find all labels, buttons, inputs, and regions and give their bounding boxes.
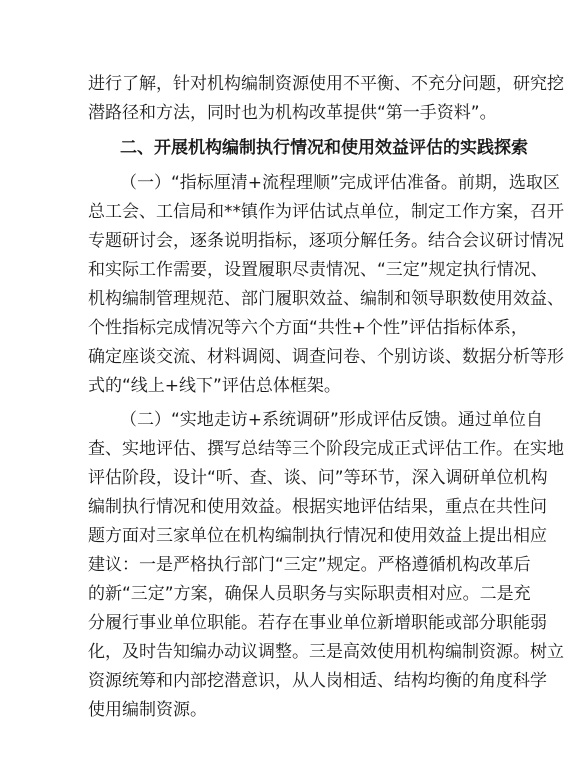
subsection2-line-6: 建议：一是严格执行部门“三定”规定。严格遵循机构改革后 (88, 555, 531, 575)
subsection1-line-1: （一）“指标厘清+流程理顺”完成评估准备。前期，选取区 (120, 173, 560, 193)
subsection1-line-6: 个性指标完成情况等六个方面“共性+个性”评估指标体系， (88, 318, 528, 338)
subsection2-line-3: 评估阶段，设计“听、查、谈、问”等环节，深入调研单位机构 (88, 468, 548, 488)
subsection1-line-3: 专题研讨会，逐条说明指标，逐项分解任务。结合会议研讨情况 (88, 231, 564, 251)
intro-line-2: 潜路径和方法，同时也为机构改革提供“第一手资料”。 (88, 103, 497, 123)
subsection2-line-11: 使用编制资源。 (88, 700, 207, 720)
subsection2-line-1: （二）“实地走访+系统调研”形成评估反馈。通过单位自 (120, 410, 543, 430)
subsection1-line-5: 机构编制管理规范、部门履职效益、编制和领导职数使用效益、 (88, 289, 564, 309)
subsection1-line-7: 确定座谈交流、材料调阅、调查问卷、个别访谈、数据分析等形 (88, 347, 564, 367)
intro-line-1: 进行了解，针对机构编制资源使用不平衡、不充分问题，研究挖 (88, 74, 564, 94)
section-heading: 二、开展机构编制执行情况和使用效益评估的实践探索 (120, 138, 528, 158)
subsection2-line-10: 资源统筹和内部挖潜意识，从人岗相适、结构均衡的角度科学 (88, 671, 547, 691)
subsection2-line-4: 编制执行情况和使用效益。根据实地评估结果，重点在共性问 (88, 497, 547, 517)
subsection1-line-8: 式的“线上+线下”评估总体框架。 (88, 376, 341, 396)
subsection1-line-2: 总工会、工信局和**镇作为评估试点单位，制定工作方案，召开 (88, 202, 564, 222)
subsection2-line-8: 分履行事业单位职能。若存在事业单位新增职能或部分职能弱 (88, 613, 547, 633)
subsection2-line-2: 查、实地评估、撰写总结等三个阶段完成正式评估工作。在实地 (88, 439, 564, 459)
subsection1-line-4: 和实际工作需要，设置履职尽责情况、“三定”规定执行情况、 (88, 260, 548, 280)
subsection2-line-9: 化，及时告知编办动议调整。三是高效使用机构编制资源。树立 (88, 642, 564, 662)
subsection2-line-5: 题方面对三家单位在机构编制执行情况和使用效益上提出相应 (88, 526, 547, 546)
subsection2-line-7: 的新“三定”方案，确保人员职务与实际职责相对应。二是充 (88, 584, 531, 604)
